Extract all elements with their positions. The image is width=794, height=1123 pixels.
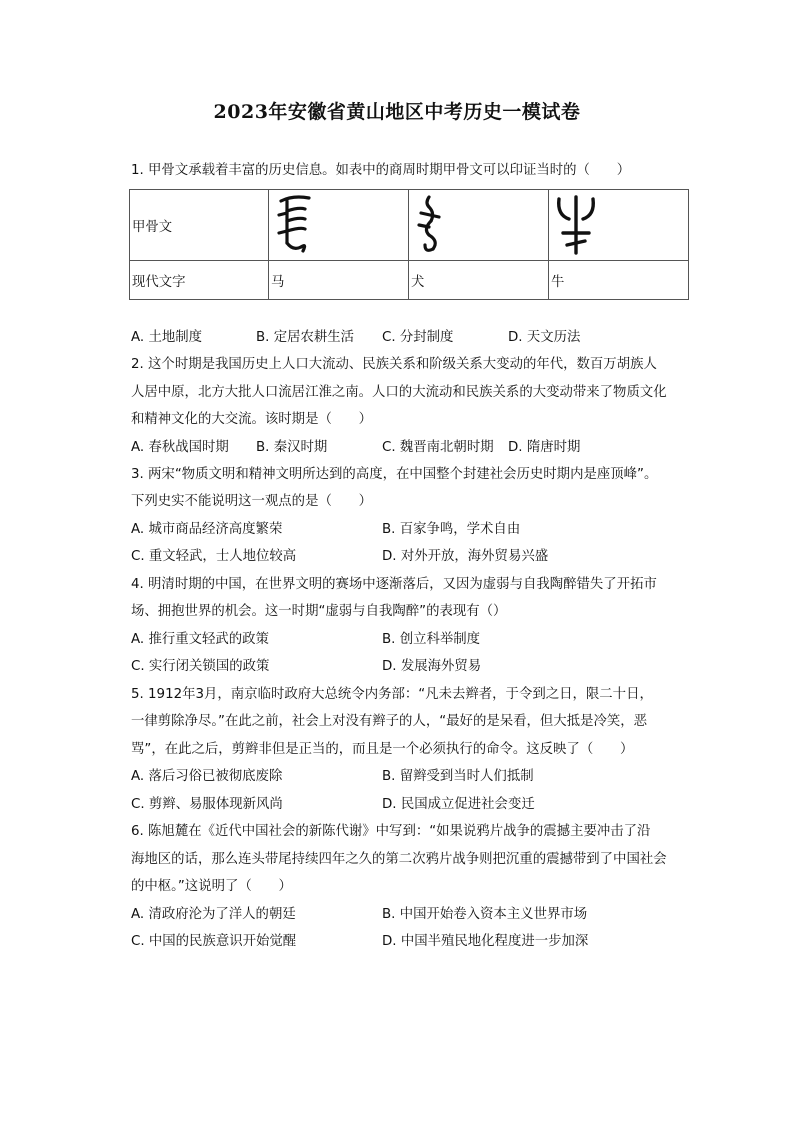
question-3-line-1: 3. 两宋“物质文明和精神文明所达到的高度，在中国整个封建社会历史时期内是座顶峰”。 xyxy=(131,467,658,482)
option-2d: D. 隋唐时期 xyxy=(508,440,581,455)
question-6-line-3: 的中枢。”这说明了（ ） xyxy=(131,879,292,894)
table-header-oracle: 甲骨文 xyxy=(130,190,269,261)
table-cell-modern-3: 牛 xyxy=(549,261,689,300)
option-2c: C. 魏晋南北朝时期 xyxy=(382,440,494,455)
option-5b: B. 留辫受到当时人们抵制 xyxy=(382,769,534,784)
option-5a: A. 落后习俗已被彻底废除 xyxy=(131,769,283,784)
question-2-line-2: 人居中原，北方大批人口流居江淮之南。人口的大流动和民族关系的大变动带来了物质文化 xyxy=(131,385,667,400)
option-4c: C. 实行闭关锁国的政策 xyxy=(131,659,270,674)
oracle-ox-glyph-icon xyxy=(551,193,686,257)
option-4a: A. 推行重文轻武的政策 xyxy=(131,632,269,647)
question-2-line-3: 和精神文化的大交流。该时期是（ ） xyxy=(131,412,373,427)
table-cell-glyph-dog xyxy=(409,190,549,261)
table-header-modern: 现代文字 xyxy=(130,261,269,300)
option-6a: A. 清政府沦为了洋人的朝廷 xyxy=(131,907,296,922)
question-6-line-1: 6. 陈旭麓在《近代中国社会的新陈代谢》中写到：“如果说鸦片战争的震撼主要冲击了沿 xyxy=(131,824,651,839)
option-3c: C. 重文轻武，士人地位较高 xyxy=(131,549,297,564)
table-cell-modern-1: 马 xyxy=(269,261,409,300)
option-6c: C. 中国的民族意识开始觉醒 xyxy=(131,934,297,949)
option-5d: D. 民国成立促进社会变迁 xyxy=(382,797,535,812)
option-2b: B. 秦汉时期 xyxy=(256,440,328,455)
question-2-line-1: 2. 这个时期是我国历史上人口大流动、民族关系和阶级关系大变动的年代，数百万胡族人 xyxy=(131,357,657,372)
option-6b: B. 中国开始卷入资本主义世界市场 xyxy=(382,907,588,922)
option-3a: A. 城市商品经济高度繁荣 xyxy=(131,522,283,537)
option-1b: B. 定居农耕生活 xyxy=(256,330,355,345)
option-2a: A. 春秋战国时期 xyxy=(131,440,229,455)
oracle-bone-table xyxy=(129,189,689,300)
table-cell-glyph-horse xyxy=(269,190,409,261)
option-1c: C. 分封制度 xyxy=(382,330,454,345)
page-title: 2023年安徽省黄山地区中考历史一模试卷 xyxy=(213,101,581,123)
option-1d: D. 天文历法 xyxy=(508,330,581,345)
question-5-line-3: 骂”，在此之后，剪辫非但是正当的，而且是一个必须执行的命令。这反映了（ ） xyxy=(131,742,634,757)
question-4-line-1: 4. 明清时期的中国，在世界文明的赛场中逐渐落后，又因为虚弱与自我陶醉错失了开拓市 xyxy=(131,577,657,592)
table-cell-modern-2: 犬 xyxy=(409,261,549,300)
option-1a: A. 土地制度 xyxy=(131,330,202,345)
question-4-line-2: 场、拥抱世界的机会。这一时期“虚弱与自我陶醉”的表现有（） xyxy=(131,604,507,619)
option-4d: D. 发展海外贸易 xyxy=(382,659,482,674)
question-3-line-2: 下列史实不能说明这一观点的是（ ） xyxy=(131,494,373,509)
option-3d: D. 对外开放，海外贸易兴盛 xyxy=(382,549,549,564)
oracle-dog-glyph-icon xyxy=(411,193,546,257)
question-5-line-2: 一律剪除净尽。”在此之前，社会上对没有辫子的人，“最好的是呆看，但大抵是冷笑，恶 xyxy=(131,714,648,729)
oracle-horse-glyph-icon xyxy=(271,193,406,257)
table-cell-glyph-ox xyxy=(549,190,689,261)
question-6-line-2: 海地区的话，那么连头带尾持续四年之久的第二次鸦片战争则把沉重的震撼带到了中国社会 xyxy=(131,852,667,867)
option-4b: B. 创立科举制度 xyxy=(382,632,481,647)
option-6d: D. 中国半殖民地化程度进一步加深 xyxy=(382,934,589,949)
question-5-line-1: 5. 1912年3月，南京临时政府大总统令内务部：“凡未去辫者，于令到之日，限二十日， xyxy=(131,687,653,702)
option-5c: C. 剪辫、易服体现新风尚 xyxy=(131,797,283,812)
option-3b: B. 百家争鸣，学术自由 xyxy=(382,522,521,537)
question-1-stem: 1. 甲骨文承载着丰富的历史信息。如表中的商周时期甲骨文可以印证当时的（ ） xyxy=(131,163,631,178)
